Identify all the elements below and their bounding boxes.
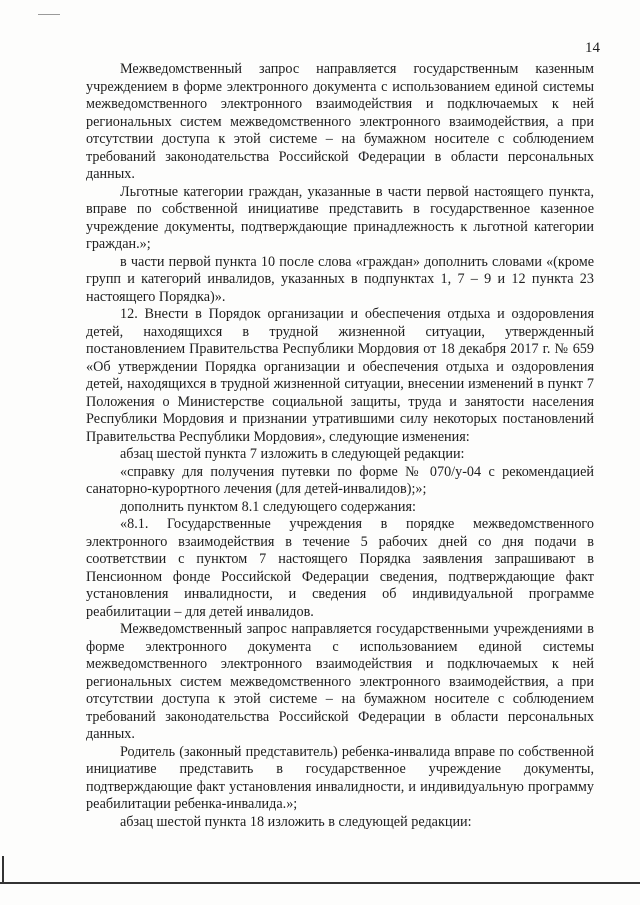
paragraph-11: абзац шестой пункта 18 изложить в следующей редакции: bbox=[120, 813, 472, 830]
scan-edge-left bbox=[2, 856, 4, 882]
paragraph-7: дополнить пунктом 8.1 следующего содержания: bbox=[120, 498, 416, 515]
paragraph-9: Межведомственный запрос направляется государственными учреждениями в форме электронного документа с использованием единой системы межведомственного электронного взаимодействия и подключаемых к ней региональных систем межведомственного электронного взаимодействия, а при отсутствии доступа к этой системе – на бумажном носителе с соблюдением требований законодательства Российской Федерации в области персональных данных. bbox=[86, 621, 594, 742]
paragraph-4: 12. Внести в Порядок организации и обеспечения отдыха и оздоровления детей, находящихся в трудной жизненной ситуации, утвержденный постановлением Правительства Республики Мордовия от 18 декабря 2017 г. № 659 «Об утверждении Порядка организации и обеспечения отдыха и оздоровления детей, находящихся в трудной жизненной ситуации, внесении изменений в пункт 7 Положения о Министерстве социальной защиты, труда и занятости населения Республики Мордовия и признании утратившими силу некоторых постановлений Правительства Республики Мордовия», следующие изменения: bbox=[86, 306, 594, 445]
paragraph-6: «справку для получения путевки по форме № 070/у-04 с рекомендацией санаторно-курортного лечения (для детей-инвалидов);»; bbox=[86, 463, 594, 497]
scan-edge-bottom bbox=[0, 882, 640, 884]
paragraph-5: абзац шестой пункта 7 изложить в следующей редакции: bbox=[120, 446, 465, 462]
scan-artifact-mark bbox=[38, 14, 60, 15]
paragraph-10: Родитель (законный представитель) ребенка-инвалида вправе по собственной инициативе представить в государственное учреждение документы, подтверждающие факт установления инвалидности, и индивидуальную программу реабилитации ребенка-инвалида.»; bbox=[86, 743, 594, 812]
page-number: 14 bbox=[585, 40, 600, 56]
paragraph-3: в части первой пункта 10 после слова «граждан» дополнить словами «(кроме групп и категорий инвалидов, указанных в подпунктах 1, 7 – 9 и 12 пункта 23 настоящего Порядка)». bbox=[86, 253, 594, 305]
paragraph-1: Межведомственный запрос направляется государственным казенным учреждением в форме электронного документа с использованием единой системы межведомственного электронного взаимодействия и подключаемых к ней региональных систем межведомственного электронного взаимодействия, а при отсутствии доступа к этой системе – на бумажном носителе с соблюдением требований законодательства Российской Федерации в области персональных данных. bbox=[86, 61, 594, 182]
document-body bbox=[86, 61, 594, 831]
paragraph-8: «8.1. Государственные учреждения в порядке межведомственного электронного взаимодействия в течение 5 рабочих дней со дня подачи в соответствии с пунктом 7 настоящего Порядка заявления запрашивают в Пенсионном фонде Российской Федерации сведения, подтверждающие факт установления инвалидности, и сведения об индивидуальной программе реабилитации – для детей инвалидов. bbox=[86, 516, 594, 620]
paragraph-2: Льготные категории граждан, указанные в части первой настоящего пункта, вправе по собственной инициативе представить в государственное казенное учреждение документы, подтверждающие принадлежность к льготной категории граждан.»; bbox=[86, 183, 594, 252]
